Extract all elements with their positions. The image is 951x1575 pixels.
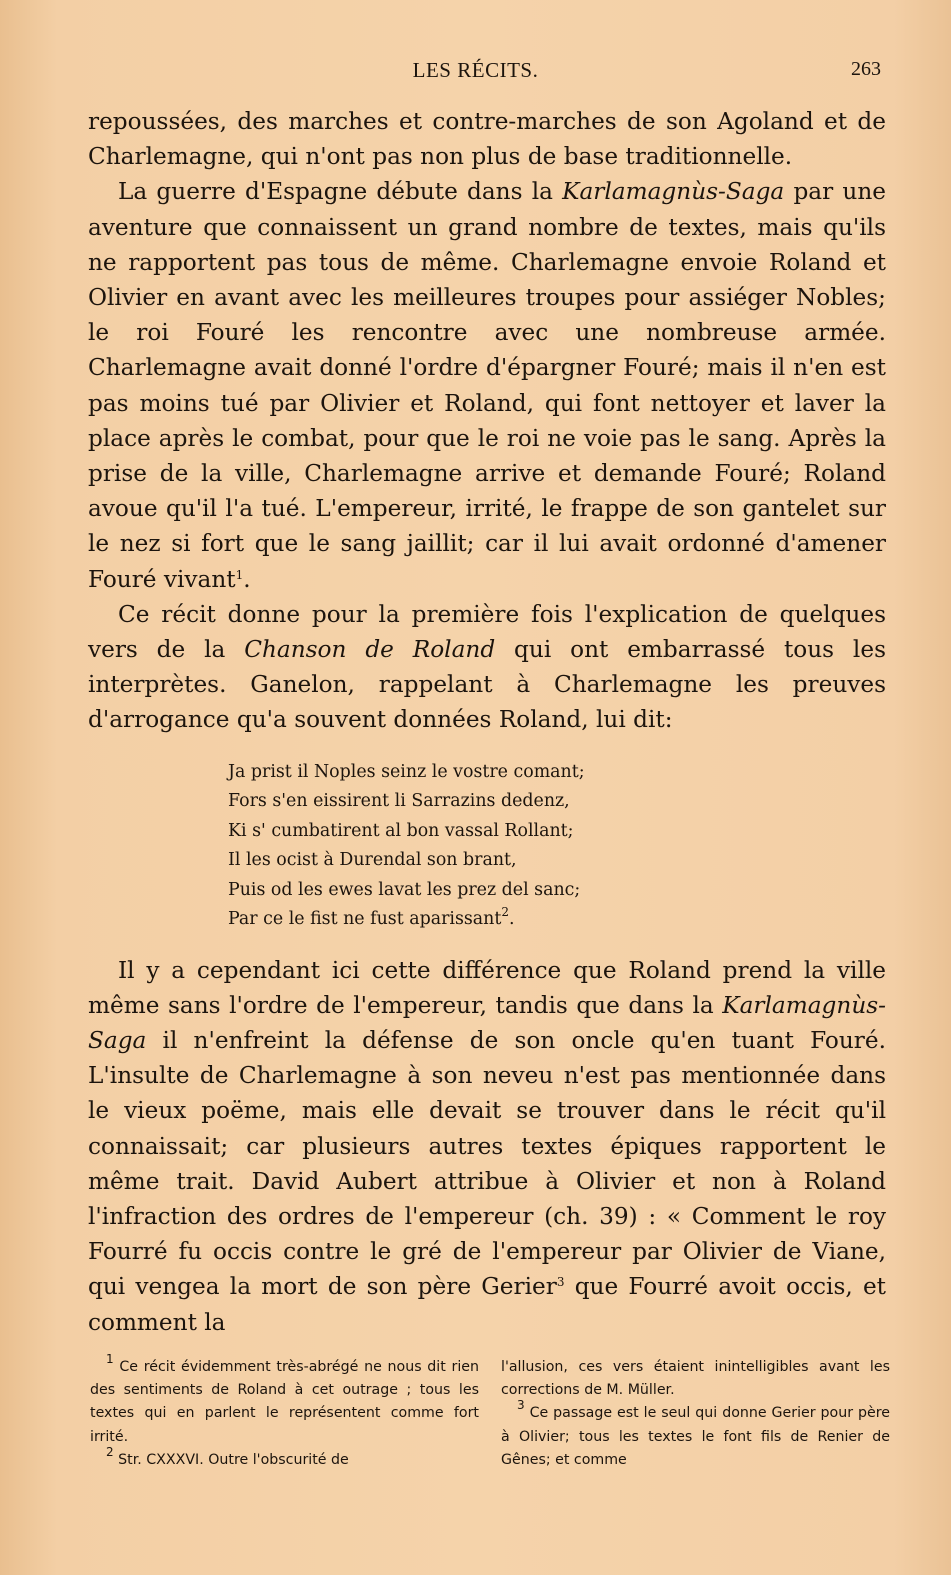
footnotes-right-column — [501, 1356, 890, 1472]
running-title: LES RÉCITS. — [412, 58, 539, 82]
italic-title: Karlamagnùs-Saga — [88, 991, 886, 1055]
verse-text: . — [509, 909, 515, 930]
paragraph-text: il n'enfreint la défense de son oncle qu'en tuant Fouré. L'insulte de Charlemagne à son neveu n'est pas mentionnée dans le vieux poëme, mais elle devait se trouver dans le récit qu'il connaissait; car plusieurs autres textes épiques rapportent le même trait. David Aubert attribue à Olivier et non à Roland l'infraction des ordres de l'empereur (ch. 39) : « Comment le roy Fourré fu occis contre le gré de l'empereur par Olivier de Viane, qui vengea la mort de son père Gerier — [88, 1027, 886, 1301]
footnote-text: Ce récit évidemment très-abrégé ne nous dit rien des sentiments de Roland à cet outrage ; tous les textes qui en parlent le représentent comme fort irrité. — [90, 1359, 479, 1445]
footnote-marker: 3 — [517, 1398, 525, 1413]
footnote-marker: 2 — [106, 1444, 114, 1459]
footnote — [90, 1444, 479, 1472]
page-number: 263 — [851, 58, 881, 80]
footnotes-left-column — [90, 1352, 479, 1472]
footnote-marker: 1 — [106, 1352, 114, 1366]
footnote-text: Str. CXXXVI. Outre l'obscurité de — [118, 1451, 349, 1468]
footnote-ref: 2 — [501, 905, 509, 920]
footnote-text: l'allusion, ces vers étaient inintelligibles avant les corrections de M. Müller. — [501, 1359, 890, 1399]
paragraph-text: Il y a cependant ici cette différence que Roland prend la ville même sans l'ordre de l'empereur, tandis que dans la — [88, 956, 886, 1019]
verse-line: Ja prist il Noples seinz le vostre comant; — [228, 761, 585, 782]
paragraph-text: La guerre d'Espagne débute dans la — [118, 178, 563, 206]
paragraph-text: . — [243, 565, 251, 593]
verse-line — [228, 905, 886, 935]
paragraph-text: Ce récit donne pour la première fois l'explication de quelques vers de la — [88, 600, 886, 664]
paragraph-2 — [88, 174, 886, 596]
paragraph-text: qui ont embarrassé tous les interprètes. Ganelon, rappelant à Charlemagne les preuves d'arrogance qu'a souvent données Roland, lui dit: — [88, 636, 886, 734]
verse-line: Il les ocist à Durendal son brant, — [228, 850, 517, 871]
footnote — [501, 1398, 890, 1472]
verse-line: Ki s' cumbatirent al bon vassal Rollant; — [228, 820, 574, 841]
body-text — [88, 104, 886, 1340]
footnote — [90, 1352, 479, 1449]
paragraph-1 — [88, 104, 886, 174]
paragraph-3 — [88, 597, 886, 738]
paragraph-4 — [88, 953, 886, 1340]
verse-text: Par ce le fist ne fust aparissant — [228, 909, 502, 930]
italic-title: Karlamagnùs-Saga — [562, 178, 785, 206]
verse-quotation — [228, 758, 886, 935]
paragraph-text: que Fourré avoit occis, et comment la — [88, 1273, 886, 1336]
verse-line: Fors s'en eissirent li Sarrazins dedenz, — [228, 791, 570, 812]
running-head — [0, 58, 951, 88]
verse-line: Puis od les ewes lavat les prez del sanc; — [228, 879, 581, 900]
footnote-continuation — [501, 1356, 890, 1402]
footnote-ref: 1 — [235, 567, 244, 582]
footnote-ref: 3 — [556, 1275, 565, 1290]
paragraph-text: repoussées, des marches et contre-marches de son Agoland et de Charlemagne, qui n'ont pas non plus de base traditionnelle. — [88, 108, 886, 171]
italic-title: Chanson de Roland — [244, 636, 496, 664]
footnotes — [90, 1352, 890, 1472]
footnote-text: Ce passage est le seul qui donne Gerier pour père à Olivier; tous les textes le font fils de Renier de Gênes; et comme — [501, 1405, 890, 1468]
paragraph-text: par une aventure que connaissent un grand nombre de textes, mais qu'ils ne rapportent pas tous de même. Charlemagne envoie Roland et Olivier en avant avec les meilleures troupes pour assiéger Nobles; le roi Fouré les rencontre avec une nombreuse armée. Charlemagne avait donné l'ordre d'épargner Fouré; mais il n'en est pas moins tué par Olivier et Roland, qui font nettoyer et laver la place après le combat, pour que le roi ne voie pas le sang. Après la prise de la ville, Charlemagne arrive et demande Fouré; Roland avoue qu'il l'a tué. L'empereur, irrité, le frappe de son gantelet sur le nez si fort que le sang jaillit; car il lui avait ordonné d'amener Fouré vivant — [88, 178, 886, 593]
